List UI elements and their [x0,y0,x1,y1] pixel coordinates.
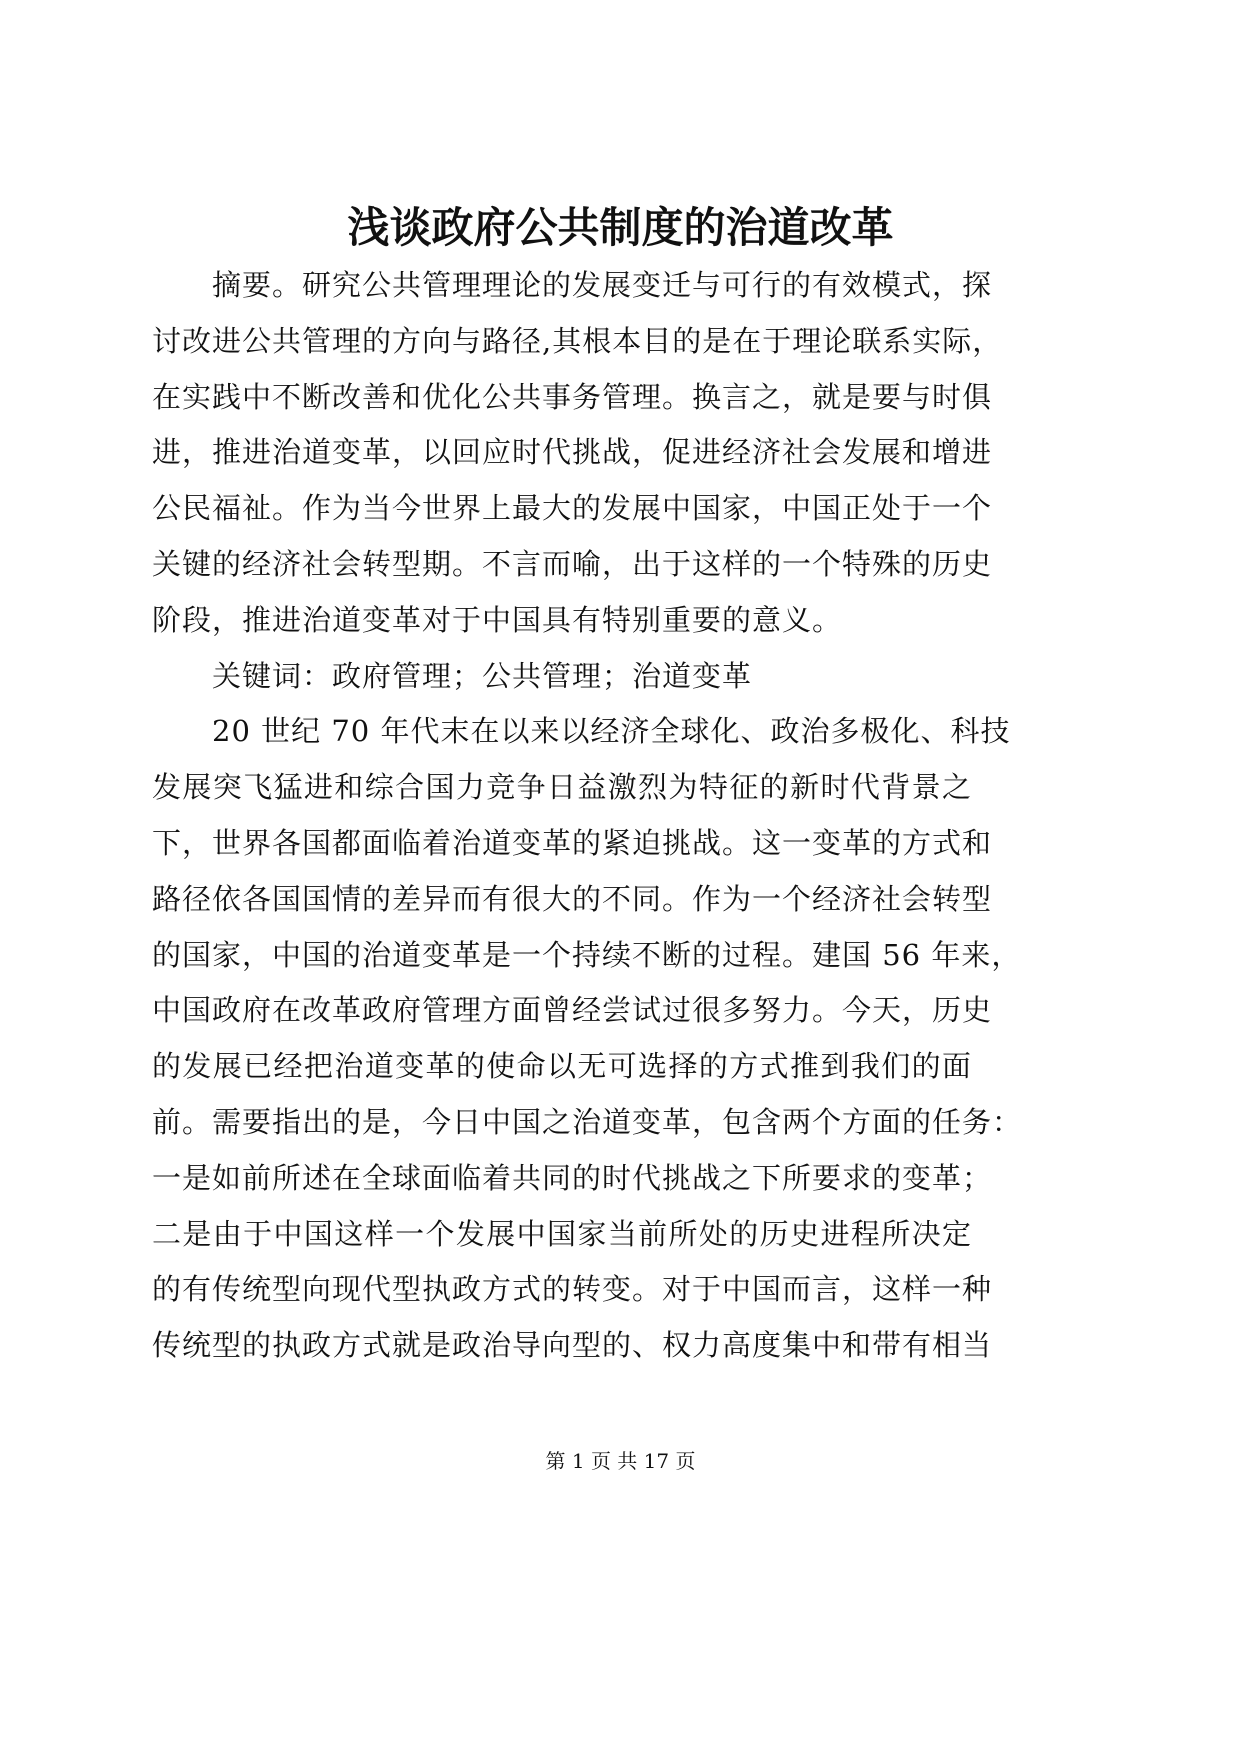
text-line: 发展突飞猛进和综合国力竞争日益激烈为特征的新时代背景之 [152,770,972,805]
text-line: 的发展已经把治道变革的使命以无可选择的方式推到我们的面 [152,1049,972,1084]
text-line: 中国政府在改革政府管理方面曾经尝试过很多努力。今天，历史 [152,993,993,1028]
text-line: 关键词：政府管理；公共管理；治道变革 [212,658,753,693]
text-line: 关键的经济社会转型期。不言而喻，出于这样的一个特殊的历史 [152,546,993,581]
text-line: 传统型的执政方式就是政治导向型的、权力高度集中和带有相当 [152,1328,993,1363]
paragraph [152,258,1003,649]
paragraph [152,704,1023,1374]
text-line: 摘要。研究公共管理理论的发展变迁与可行的有效模式，探 [212,268,993,302]
text-line: 在实践中不断改善和优化公共事务管理。换言之，就是要与时俱 [152,379,993,414]
paragraph [152,649,972,705]
document-body [152,258,1023,1374]
text-line: 一是如前所述在全球面临着共同的时代挑战之下所要求的变革； [152,1160,993,1195]
text-line: 阶段，推进治道变革对于中国具有特别重要的意义。 [152,602,843,637]
document-title: 浅谈政府公共制度的治道改革 [347,203,894,252]
text-line: 20 世纪 70 年代末在以来以经济全球化、政治多极化、科技 [212,714,1011,749]
text-line: 二是由于中国这样一个发展中国家当前所处的历史进程所决定 [152,1216,972,1251]
text-line: 的国家，中国的治道变革是一个持续不断的过程。建国 56 年来， [152,937,1022,972]
text-line: 的有传统型向现代型执政方式的转变。对于中国而言，这样一种 [152,1272,993,1307]
text-line: 路径依各国国情的差异而有很大的不同。作为一个经济社会转型 [152,881,993,916]
text-line: 下，世界各国都面临着治道变革的紧迫挑战。这一变革的方式和 [152,825,993,860]
text-line: 公民福祉。作为当今世界上最大的发展中国家，中国正处于一个 [152,491,993,526]
text-line: 前。需要指出的是，今日中国之治道变革，包含两个方面的任务： [152,1104,1023,1139]
text-line: 进，推进治道变革，以回应时代挑战，促进经济社会发展和增进 [152,435,993,470]
page-footer: 第 1 页 共 17 页 [545,1449,696,1473]
text-line: 讨改进公共管理的方向与路径,其根本目的是在于理论联系实际， [152,323,1003,358]
